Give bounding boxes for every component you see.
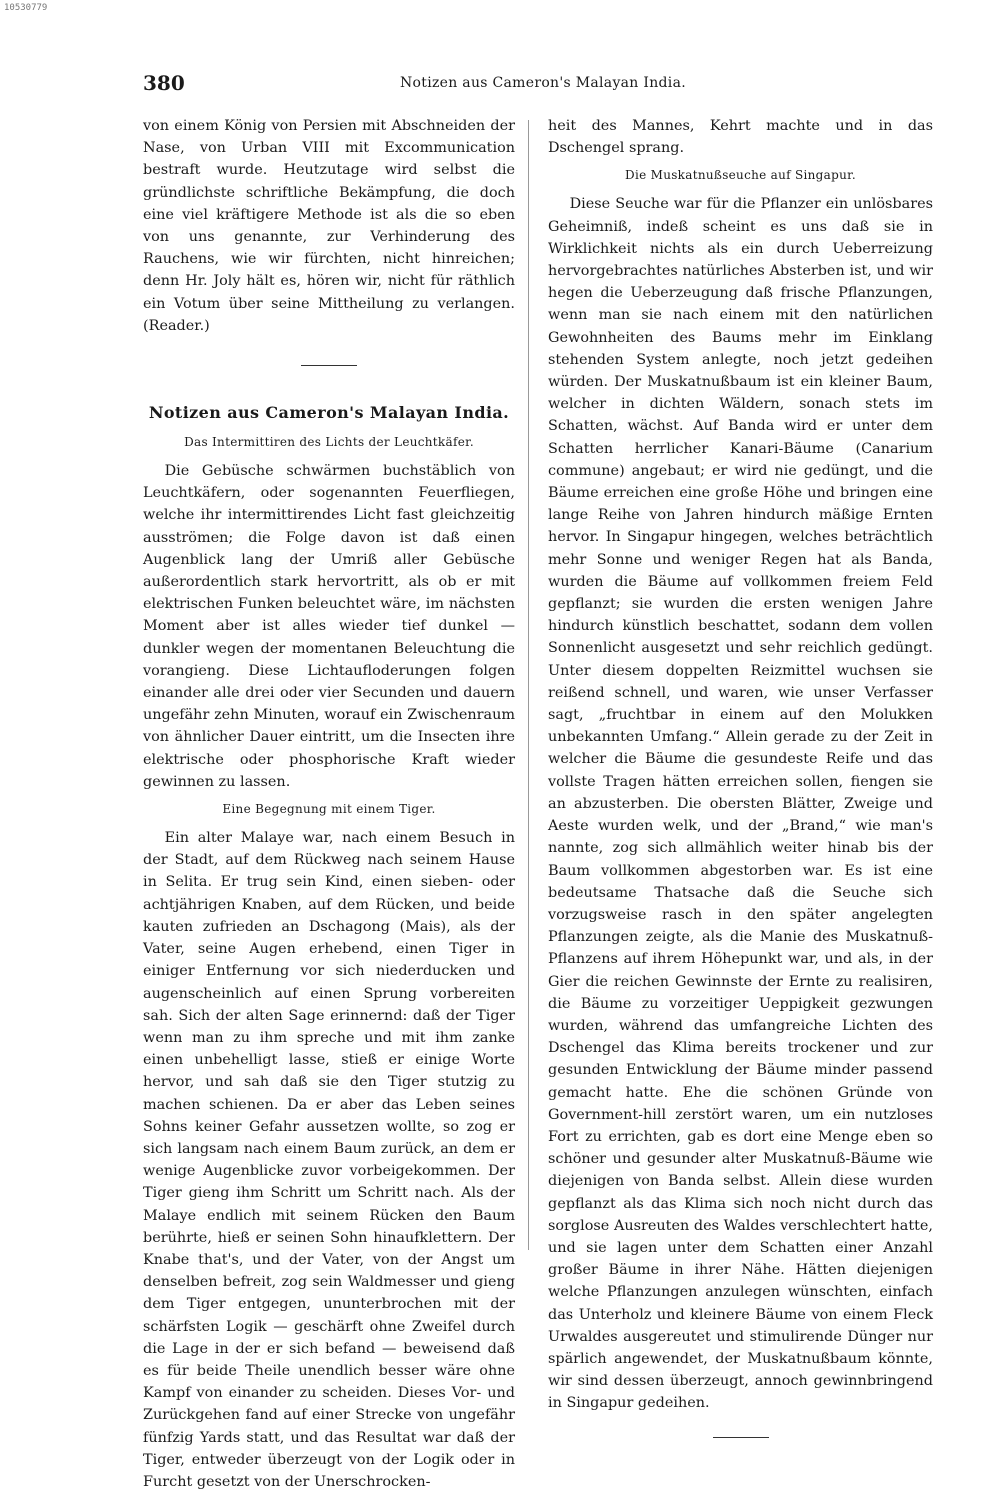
end-separator <box>713 1437 769 1438</box>
running-head: Notizen aus Cameron's Malayan India. <box>400 75 686 91</box>
intro-paragraph: von einem König von Persien mit Abschneiden der Nase, von Urban VIII mit Excommunication bestraft wurde. Heutzutage wird selbst die gründlichste schriftliche Bekämpfung, die doch eine viel kräftigere Methode ist als die so eben von uns genannte, zur Verhinderung des Rauchens, wie wir fürchten, nicht hinreichen; denn Hr. Joly hält es, hören wir, nicht für räthlich ein Votum über seine Mittheilung zu verlangen. (Reader.) <box>143 118 515 334</box>
paragraph-tiger: Ein alter Malaye war, nach einem Besuch in der Stadt, auf dem Rückweg nach seinem Hause in Selita. Er trug sein Kind, einen sieben- oder achtjährigen Knaben, auf dem Rücken, und beide kauten zufrieden an Dschagong (Mais), als der Vater, seine Augen erhebend, einen Tiger in einiger Entfernung vor sich niederducken und augenscheinlich auf einen Sprung vorbereiten sah. Sich der alten Sage erinnernd: daß der Tiger wenn man zu ihm spreche und mit ihm zanke einen unbehelligt lasse, stieß er einige Worte hervor, und sah daß sie den Tiger stutzig zu machen schienen. Da er aber das Leben seines Sohns keiner Gefahr aussetzen wollte, so zog er sich langsam nach einem Baum zurück, an dem er wenige Augenblicke zuvor vorbeigekommen. Der Tiger gieng ihm Schritt um Schritt nach. Als der Malaye endlich mit seinem Rücken den Baum berührte, hieß er seinen Sohn hinaufklettern. Der Knabe that's, und der Vater, von der Angst um denselben befreit, zog sein Waldmesser und gieng dem Tiger entgegen, ununterbrochen mit der schärfsten Logik — geschärft ohne Zweifel durch die Lage in der er sich befand — beweisend daß es für beide Theile unendlich besser wäre ohne Kampf von einander zu scheiden. Dieses Vor- und Zurückgehen fand auf einer Strecke von ungefähr fünfzig Yards statt, und das Resultat war daß der Tiger, entweder überzeugt von der Logik oder in Furcht gesetzt von der Unerschrocken- <box>143 830 515 1490</box>
column-rule <box>528 120 529 1250</box>
paragraph-nutmeg: Diese Seuche war für die Pflanzer ein unlösbares Geheimniß, indeß scheint es uns daß sie in Wirklichkeit nichts als ein durch Ueberreizung hervorgebrachtes natürliches Absterben ist, und wir hegen die Ueberzeugung daß frische Pflanzungen, wenn man sie nach einem mit den natürlichen Gewohnheiten des Baums mehr im Einklang stehenden System anlegte, noch jetzt gedeihen würden. Der Muskatnußbaum ist ein kleiner Baum, welcher in dichten Wäldern, sonach stets im Schatten, wächst. Auf Banda wird er unter dem Schatten herrlicher Kanari-Bäume (Canarium commune) angebaut; er wird nie gedüngt, und die Bäume erreichen eine große Höhe und bringen eine lange Reihe von Jahren hindurch mäßige Ernten hervor. In Singapur hingegen, welches beträchtlich mehr Sonne und weniger Regen hat als Banda, wurden die Bäume auf vollkommen freiem Feld gepflanzt; sie wurden die ersten wenigen Jahre hindurch künstlich beschattet, sodann dem vollen Sonnenlicht ausgesetzt und sehr reichlich gedüngt. Unter diesem doppelten Reizmittel wuchsen sie reißend schnell, und waren, wie unser Verfasser sagt, „fruchtbar in einem auf den Molukken unbekannten Umfang.“ Allein gerade zu der Zeit in welcher die Bäume die gesundeste Reife und das vollste Tragen hätten erreichen sollen, fiengen sie an abzusterben. Die obersten Blätter, Zweige und Aeste wurden welk, und der „Brand,“ wie man's nannte, zog sich allmählich weiter hinab bis der Baum vollkommen abgestorben war. Es ist eine bedeutsame Thatsache daß die Seuche sich vorzugsweise rasch in den später angelegten Pflanzungen zeigte, als die Manie des Muskatnuß-Pflanzens auf ihrem Höhepunkt war, und als, in der Gier die reichen Gewinnste der Ernte zu realisiren, die Bäume zu vorzeitiger Ueppigkeit gezwungen wurden, während das umfangreiche Lichten des Dschengel das Klima bereits trockener und zur gesunden Entwicklung der Bäume minder passend gemacht hatte. Ehe die schönen Gründe von Government-hill zerstört waren, um ein nutzloses Fort zu errichten, gab es dort eine Menge eben so schöner und gesunder alter Muskatnuß-Bäume wie diejenigen von Banda selbst. Allein diese wurden gepflanzt als das Klima sich noch nicht durch das sorglose Ausreuten des Waldes verschlechtert hatte, und sie lagen unter dem Schatten einer Anzahl großer Bäume in ihrer Nähe. Hätten diejenigen welche Pflanzungen anzulegen wünschten, einfach das Unterholz und kleinere Bäume von einem Fleck Urwaldes ausgereutet und stimulirende Dünger nur spärlich angewendet, der Muskatnußbaum könnte, wir sind dessen überzeugt, annoch gewinnbringend in Singapur gedeihen. <box>548 196 933 1412</box>
subheading-nutmeg: Die Muskatnußseuche auf Singapur. <box>625 168 856 183</box>
paragraph-tiger-continued: heit des Mannes, Kehrt machte und in das Dschengel sprang. <box>548 118 933 157</box>
right-column <box>548 115 933 1438</box>
section-separator <box>301 365 357 366</box>
subheading-tiger: Eine Begegnung mit einem Tiger. <box>222 802 436 817</box>
subheading-fireflies: Das Intermittiren des Lichts der Leuchtkäfer. <box>184 435 474 450</box>
left-column <box>143 115 515 1493</box>
scan-id: 10530779 <box>4 3 48 13</box>
paragraph-fireflies: Die Gebüsche schwärmen buchstäblich von Leuchtkäfern, oder sogenannten Feuerfliegen, welche ihr intermittirendes Licht fast gleichzeitig ausströmen; die Folge davon ist daß einen Augenblick lang der Umriß aller Gebüsche außerordentlich stark hervortritt, als ob er mit elektrischen Funken beleuchtet wäre, im nächsten Moment aber ist alles wieder tief dunkel — dunkler wegen der momentanen Beleuchtung die vorangieng. Diese Lichtaufloderungen folgen einander alle drei oder vier Secunden und dauern ungefähr zehn Minuten, worauf ein Zwischenraum von ähnlicher Dauer eintritt, um die Insecten ihre elektrische oder phosphorische Kraft wieder gewinnen zu lassen. <box>143 463 515 790</box>
page-number: 380 <box>143 71 185 95</box>
article-title: Notizen aus Cameron's Malayan India. <box>148 403 510 423</box>
